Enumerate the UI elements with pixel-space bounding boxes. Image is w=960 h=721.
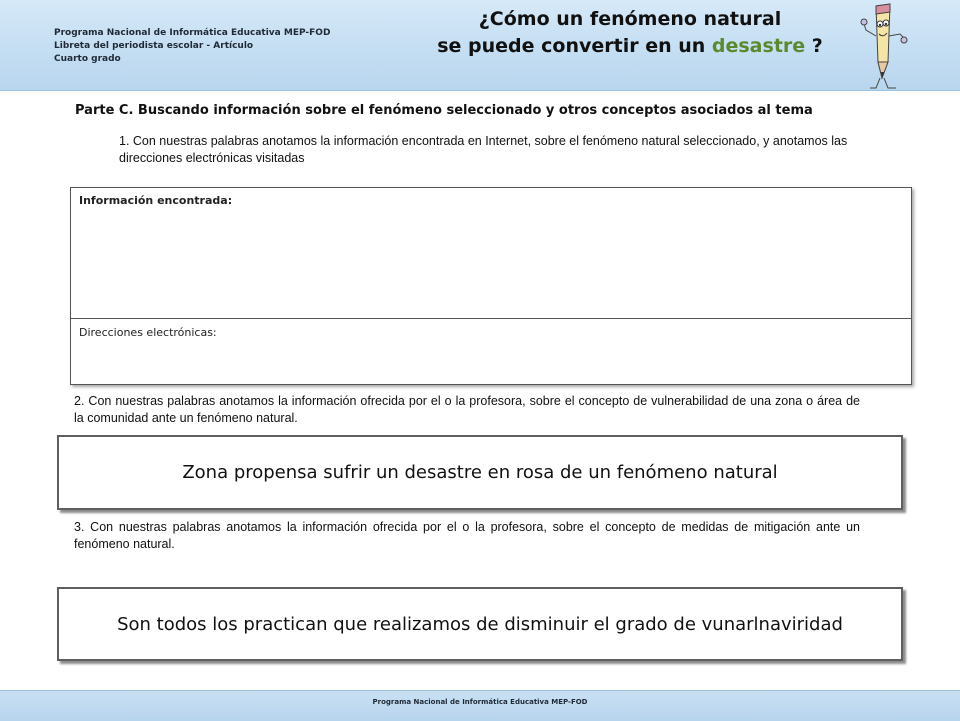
instruction-2: 2. Con nuestras palabras anotamos la información ofrecida por el o la profesora, sobre el concepto de vulnerabilidad de una zona o área de la comunidad ante un fenómeno natural.: [74, 394, 860, 425]
section-title: Parte C. Buscando información sobre el fenómeno seleccionado y otros conceptos asociados al tema: [75, 103, 813, 118]
grade-label: Cuarto grado: [54, 54, 121, 64]
footer-banner: [0, 690, 960, 721]
page-title: [430, 6, 830, 60]
links-cell[interactable]: [71, 319, 911, 385]
info-label: Información encontrada:: [79, 194, 233, 207]
title-line-2-start: se puede convertir en un: [437, 35, 712, 57]
info-cell[interactable]: [71, 188, 911, 319]
research-table: [70, 187, 912, 385]
instruction-1: 1. Con nuestras palabras anotamos la información encontrada en Internet, sobre el fenómeno natural seleccionado, y anotamos las direcciones electrónicas visitadas: [119, 134, 848, 165]
header-banner: [0, 0, 960, 91]
title-line-2-end: ?: [805, 35, 823, 57]
notebook-name: Libreta del periodista escolar - Artículo: [54, 41, 254, 51]
links-label: Direcciones electrónicas:: [79, 326, 217, 339]
mitigation-answer-box[interactable]: Son todos los practican que realizamos de disminuir el grado de vunarlnaviridad: [57, 587, 903, 661]
title-line-1: ¿Cómo un fenómeno natural: [478, 8, 782, 30]
header-meta: [54, 27, 330, 66]
title-line-2: [430, 33, 830, 60]
instruction-3: 3. Con nuestras palabras anotamos la información ofrecida por el o la profesora, sobre el concepto de medidas de mitigación ante un fenómeno natural.: [74, 520, 860, 551]
pencil-character-icon: [856, 0, 910, 92]
footer-text: Programa Nacional de Informática Educativa MEP-FOD: [372, 698, 588, 706]
vulnerability-answer-box[interactable]: Zona propensa sufrir un desastre en rosa de un fenómeno natural: [57, 435, 903, 510]
program-name: Programa Nacional de Informática Educativa MEP-FOD: [54, 28, 331, 38]
title-accent-word: desastre: [711, 35, 806, 57]
